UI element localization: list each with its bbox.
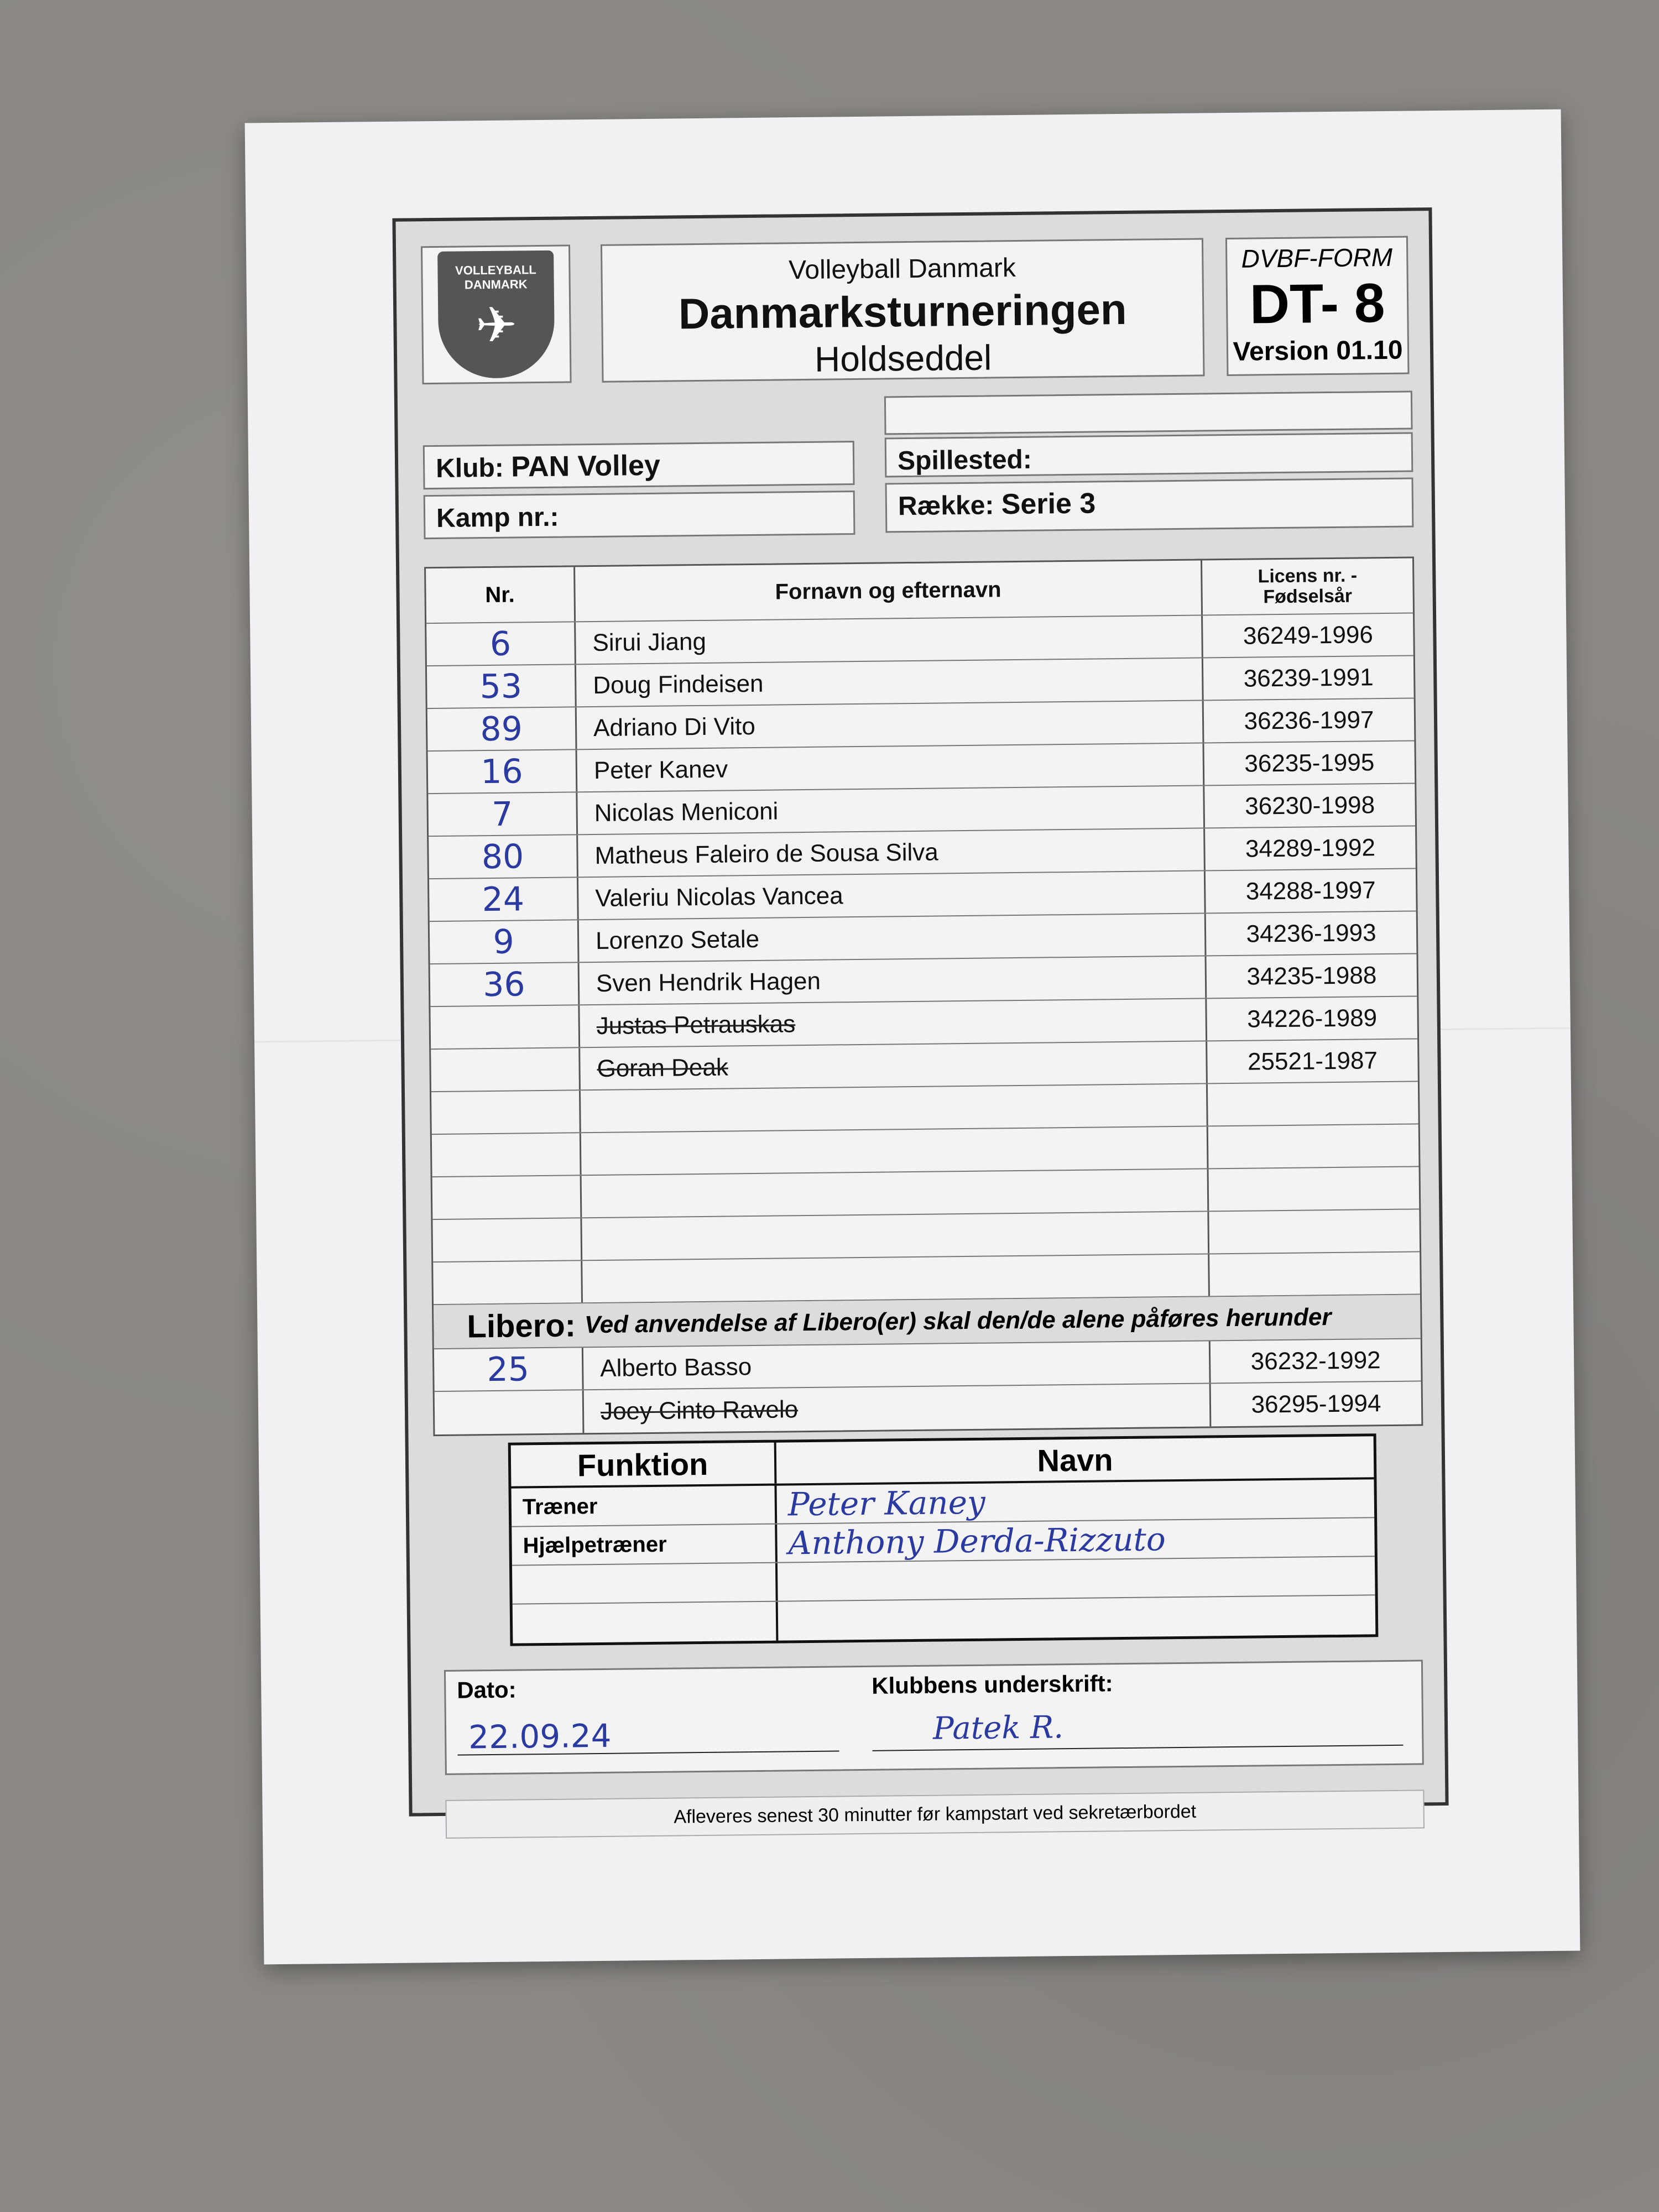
division-label: Række: bbox=[898, 491, 994, 521]
staff-function: Hjælpetræner bbox=[512, 1525, 778, 1565]
form-id-box bbox=[1225, 236, 1410, 376]
player-table bbox=[424, 556, 1423, 1436]
staff-row-empty bbox=[513, 1595, 1376, 1643]
player-license: 36235-1995 bbox=[1244, 748, 1375, 778]
player-number: 80 bbox=[429, 835, 578, 878]
signature-label: Klubbens underskrift: bbox=[872, 1670, 1113, 1699]
player-name: Matheus Faleiro de Sousa Silva bbox=[578, 828, 1206, 877]
empty-cell bbox=[1209, 1209, 1420, 1253]
player-name: Doug Findeisen bbox=[576, 658, 1204, 706]
header-function: Funktion bbox=[511, 1443, 777, 1486]
libero-license: 36295-1994 bbox=[1251, 1389, 1381, 1418]
table-header-row bbox=[426, 558, 1413, 624]
player-license: 34289-1992 bbox=[1245, 833, 1376, 863]
empty-cell bbox=[778, 1557, 1375, 1600]
player-number: 6 bbox=[426, 622, 576, 665]
form-label: DVBF-FORM bbox=[1241, 242, 1393, 273]
player-license: 36249-1996 bbox=[1243, 620, 1374, 650]
staff-name bbox=[776, 1479, 1374, 1523]
club-label: Klub: bbox=[435, 453, 504, 483]
empty-cell bbox=[513, 1602, 779, 1644]
empty-cell bbox=[432, 1133, 582, 1176]
empty-cell bbox=[581, 1084, 1208, 1132]
blank-strip bbox=[884, 390, 1413, 435]
venue-label: Spillested: bbox=[897, 445, 1032, 476]
player-license: 36230-1998 bbox=[1244, 791, 1375, 820]
struck-name: Joey Cinto Ravelo bbox=[600, 1395, 799, 1425]
player-number: 9 bbox=[430, 920, 580, 963]
staff-function: Træner bbox=[512, 1486, 778, 1526]
org-name: Volleyball Danmark bbox=[788, 253, 1016, 285]
header-name: Fornavn og efternavn bbox=[575, 560, 1203, 621]
libero-label: Libero: bbox=[467, 1307, 576, 1344]
staff-table bbox=[508, 1433, 1379, 1646]
player-name: Lorenzo Setale bbox=[579, 914, 1207, 962]
header-license bbox=[1202, 558, 1413, 614]
signature-box bbox=[444, 1660, 1424, 1775]
player-license: 34288-1997 bbox=[1245, 876, 1376, 905]
form-code: DT- 8 bbox=[1249, 272, 1385, 336]
empty-cell bbox=[433, 1261, 583, 1304]
player-number bbox=[430, 1005, 580, 1048]
libero-name-struck bbox=[584, 1384, 1212, 1433]
logo-text-2: DANMARK bbox=[464, 277, 528, 292]
title-box bbox=[601, 238, 1205, 382]
empty-cell bbox=[1208, 1082, 1418, 1125]
struck-name: Justas Petrauskas bbox=[596, 1010, 796, 1040]
paper-sheet bbox=[245, 109, 1580, 1965]
player-license: 34236-1993 bbox=[1246, 919, 1376, 948]
empty-cell bbox=[582, 1169, 1209, 1217]
player-license: 36236-1997 bbox=[1244, 706, 1374, 735]
libero-license: 36232-1992 bbox=[1250, 1346, 1381, 1375]
player-name: Adriano Di Vito bbox=[577, 701, 1204, 749]
date-label: Dato: bbox=[457, 1676, 517, 1703]
club-field[interactable] bbox=[423, 441, 855, 489]
libero-number bbox=[435, 1390, 585, 1434]
player-license: 34226-1989 bbox=[1246, 1004, 1378, 1033]
empty-cell bbox=[432, 1218, 582, 1261]
empty-cell bbox=[1209, 1167, 1420, 1211]
header-license-2: Fødselsår bbox=[1263, 585, 1353, 608]
header-nr: Nr. bbox=[426, 567, 576, 623]
player-license: 34235-1988 bbox=[1246, 961, 1377, 990]
volleyball-danmark-logo bbox=[437, 251, 555, 379]
libero-description: Ved anvendelse af Libero(er) skal den/de alene påføres herunder bbox=[584, 1303, 1332, 1339]
match-number-field[interactable] bbox=[424, 491, 855, 539]
player-license: 25521-1987 bbox=[1247, 1046, 1378, 1076]
match-number-label: Kamp nr.: bbox=[436, 502, 559, 533]
signature-value: Patek R. bbox=[932, 1709, 1064, 1747]
player-number: 24 bbox=[429, 878, 579, 921]
empty-cell bbox=[581, 1126, 1209, 1175]
player-name: Valeriu Nicolas Vancea bbox=[578, 871, 1206, 919]
submission-note: Afleveres senest 30 minutter før kampstart ved sekretærbordet bbox=[445, 1790, 1425, 1839]
player-number: 89 bbox=[427, 707, 577, 750]
empty-cell bbox=[1209, 1252, 1420, 1296]
player-number bbox=[431, 1048, 581, 1091]
division-field[interactable] bbox=[885, 477, 1414, 533]
player-number: 53 bbox=[427, 665, 577, 708]
club-value: PAN Volley bbox=[510, 449, 661, 483]
empty-cell bbox=[778, 1595, 1376, 1640]
logo-text-1: VOLLEYBALL bbox=[455, 263, 536, 278]
empty-cell bbox=[512, 1563, 778, 1604]
handwritten-name: Anthony Derda-Rizzuto bbox=[788, 1520, 1166, 1562]
form-version: Version 01.10 bbox=[1233, 335, 1403, 367]
division-value: Serie 3 bbox=[1001, 487, 1096, 521]
bird-icon: ✈ bbox=[475, 298, 518, 354]
date-value: 22.09.24 bbox=[468, 1717, 612, 1756]
handwritten-name: Peter Kaney bbox=[787, 1483, 986, 1524]
logo-box bbox=[421, 244, 572, 384]
form-subtitle: Holdseddel bbox=[814, 337, 992, 379]
empty-cell bbox=[431, 1091, 581, 1134]
player-name: Peter Kanev bbox=[577, 743, 1205, 791]
libero-number: 25 bbox=[434, 1348, 584, 1391]
player-name-struck bbox=[580, 999, 1207, 1047]
player-name: Sven Hendrik Hagen bbox=[580, 956, 1207, 1004]
libero-name: Alberto Basso bbox=[583, 1341, 1211, 1389]
empty-cell bbox=[582, 1212, 1209, 1260]
team-sheet-form bbox=[392, 207, 1448, 1828]
player-license: 36239-1991 bbox=[1243, 663, 1374, 692]
player-number: 7 bbox=[428, 792, 578, 836]
empty-cell bbox=[1208, 1124, 1419, 1168]
struck-name: Goran Deak bbox=[597, 1053, 729, 1082]
header-license-1: Licens nr. - bbox=[1258, 565, 1358, 587]
empty-cell bbox=[432, 1176, 582, 1219]
header-staff-name: Navn bbox=[1037, 1442, 1113, 1478]
empty-cell bbox=[582, 1254, 1210, 1302]
venue-field[interactable] bbox=[885, 432, 1413, 477]
player-name: Sirui Jiang bbox=[576, 615, 1203, 664]
player-number: 36 bbox=[430, 963, 580, 1006]
player-number: 16 bbox=[428, 750, 578, 793]
player-name: Nicolas Meniconi bbox=[577, 786, 1205, 834]
form-title: Danmarksturneringen bbox=[678, 284, 1127, 338]
staff-name bbox=[777, 1518, 1375, 1562]
player-name-struck bbox=[580, 1041, 1208, 1089]
